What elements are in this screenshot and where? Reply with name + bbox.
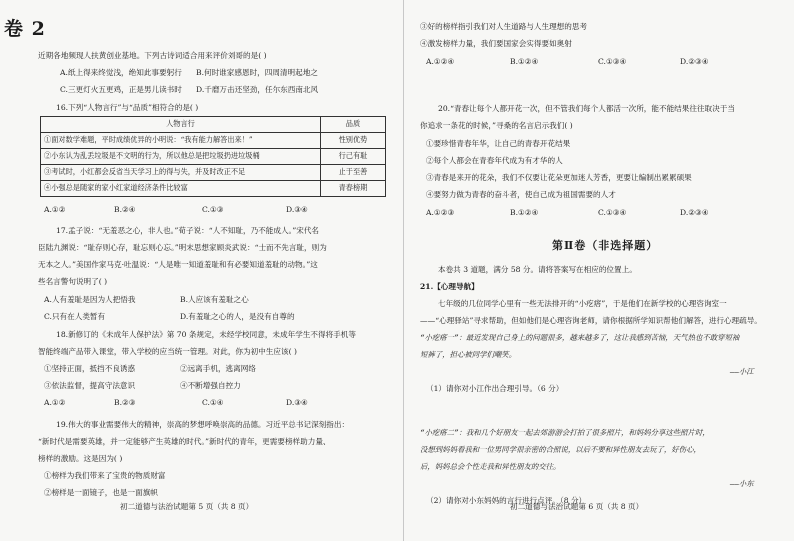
right-text-line: C.①③④ xyxy=(598,57,627,66)
left-text-line: 臣陆九渊说：“耻存则心存，耻忘则心忘。”明末思想家顾炎武说：“士而不先言耻，则为 xyxy=(38,243,327,252)
left-text-line: ④不断增强自控力 xyxy=(180,381,241,390)
left-text-line: A.①② xyxy=(44,398,66,407)
left-text-line: C.①③ xyxy=(202,205,224,214)
left-text-line: ②榜样是一面镜子，也是一面旗帜 xyxy=(44,488,158,497)
right-text-line: B.①②④ xyxy=(510,208,539,217)
right-text-line: D.②③④ xyxy=(680,208,709,217)
q16-header-deed: 人物言行 xyxy=(41,117,321,133)
q16-deed-cell: ①面对数学难题，平时成绩优异的小明说：“我有能力解答出来！” xyxy=(41,133,321,149)
right-text-line: 短裤了，担心被同学们嘲笑。 xyxy=(420,350,517,359)
q16-table xyxy=(40,116,386,197)
q16-deed-cell: ③考试时，小红都会反省当天学习上的得与失，并及时改正不足 xyxy=(41,165,321,181)
right-text-line: ——“心理驿站”寻求帮助，但如他们是心理咨询老师，请你根据所学知识帮他们解答，进行心理疏导。 xyxy=(420,316,762,325)
left-text-line: 18.新修订的《未成年人保护法》第 70 条规定，未经学校同意，未成年学生不得将手机等 xyxy=(56,330,356,339)
left-text-line: ①榜样为我们带来了宝贵的物质财富 xyxy=(44,471,166,480)
right-text-line: （1）请你对小江作出合理引导。（6 分） xyxy=(426,384,564,393)
left-text-line: D.③④ xyxy=(286,205,308,214)
right-text-line: ③好的榜样指引我们对人生道路与人生理想的思考 xyxy=(420,22,588,31)
right-text-line: C.①③④ xyxy=(598,208,627,217)
left-text-line: “新时代是需要英雄，并一定能够产生英雄的时代。”新时代的青年，更需要榜样助力量、 xyxy=(38,437,331,446)
left-text-line: A.人有羞耻是因为人把悟我 xyxy=(44,295,136,304)
right-text-line: ——小东 xyxy=(730,479,754,488)
right-text-line: ④要努力做为青春的奋斗者，使自己成为祖国需要的人才 xyxy=(426,190,616,199)
left-text-line: D.千磨万击还坚劲，任尔东西南北风 xyxy=(196,85,319,94)
right-text-line: ②每个人都会在青春年代成为有才华的人 xyxy=(426,156,563,165)
left-text-line: ①坚持正面，抵挡不良诱惑 xyxy=(44,364,136,373)
left-text-line: 无本之人。”美国作家马克·吐温说：“人是唯一知道羞耻和有必要知道羞耻的动物。”这 xyxy=(38,260,318,269)
left-text-line: B.人应该有羞耻之心 xyxy=(180,295,249,304)
left-text-line: D.有羞耻之心的人，是没有自尊的 xyxy=(180,312,295,321)
right-text-line: ④激发榜样力量，我们要国家会实得要如奥射 xyxy=(420,39,572,48)
right-text-line: B.①②④ xyxy=(510,57,539,66)
left-text-line: ②远离手机，逃离网络 xyxy=(180,364,256,373)
left-text-line: A.①② xyxy=(44,205,66,214)
q16-deed-cell: ④小强总是随家的家小红家道经济条件比较富 xyxy=(41,181,321,197)
right-text-line: ①要珍惜青春年华，让自己的青春开花结果 xyxy=(426,139,571,148)
page-divider xyxy=(403,0,404,541)
left-text-line: B.②④ xyxy=(114,205,136,214)
left-text-line: 17.孟子说：“无羞恶之心，非人也。”荀子说：“人不知耻，乃不能成人。”宋代名 xyxy=(56,226,320,235)
table-row xyxy=(41,165,386,181)
table-row xyxy=(41,181,386,197)
q16-trait-cell: 行己有耻 xyxy=(321,149,386,165)
left-text-line: 16.下列“人物言行”与“品质”相符合的是( ) xyxy=(56,103,199,112)
right-text-line: ③青春是来开的花朵，我们不仅要让花朵更加迷人芳香，更要让编制出累累硕果 xyxy=(426,173,692,182)
left-page-footer: 初二道德与法治试题第 5 页（共 8 页） xyxy=(120,502,254,511)
right-text-line: “小疙瘩一”：最近发现自己身上的问题很多，越来越多了，这让我感到苦恼，天气热也不敢穿短袖 xyxy=(420,333,740,342)
table-row xyxy=(41,133,386,149)
right-text-line: A.①②④ xyxy=(426,57,455,66)
right-text-line: ——小江 xyxy=(730,367,754,376)
left-text-line: D.③④ xyxy=(286,398,308,407)
q16-trait-cell: 止于至善 xyxy=(321,165,386,181)
right-text-line: 21.【心理导航】 xyxy=(420,282,479,291)
left-text-line: 19.伟大的事业需要伟大的精神，崇高的梦想呼唤崇高的品德。习近平总书记深刻指出： xyxy=(56,420,350,429)
right-text-line: D.②③④ xyxy=(680,57,709,66)
left-text-line: ③依法监督，提高守法意识 xyxy=(44,381,136,390)
q16-trait-cell: 青春榜期 xyxy=(321,181,386,197)
right-page-footer: 初二道德与法治试题第 6 页（共 8 页） xyxy=(510,502,644,511)
left-text-line: 近期各地频现人扶黄创业基地。下列古诗词适合用来评价刘哥的是( ) xyxy=(38,51,267,60)
section-title: 第Ⅱ卷（非选择题） xyxy=(552,239,659,252)
q16-table-header xyxy=(41,117,386,133)
q16-header-trait: 品质 xyxy=(321,117,386,133)
left-text-line: C.①④ xyxy=(202,398,224,407)
table-row xyxy=(41,149,386,165)
right-text-line: 后，妈妈总会个性走我和异性朋友的交往。 xyxy=(420,462,561,471)
right-text-line: “小疙瘩二”：我和几个好朋友一起去郊游游会打拍了很多照片，和妈妈分享这些照片时， xyxy=(420,428,710,437)
left-text-line: 榜样的激励。这是因为( ) xyxy=(38,454,123,463)
left-text-line: B.②③ xyxy=(114,398,136,407)
right-text-line: 20.“青春让每个人都开花一次，但不管我们每个人都活一次所，能不能结果往往取决于当 xyxy=(438,104,735,113)
right-text-line: 你追求一条花的时候，”寻桑的名言启示我们( ) xyxy=(420,121,573,130)
q16-deed-cell: ②小东认为乱丢垃圾是不文明的行为，所以他总是把垃圾扔进垃圾桶 xyxy=(41,149,321,165)
right-text-line: 没想到妈妈看我和一位男同学很亲密的合照说，以后不要和异性朋友去玩了，好伤心， xyxy=(420,445,701,454)
right-text-line: 本卷共 3 道题，满分 58 分。请将答案写在相应的位置上。 xyxy=(438,265,637,274)
left-text-line: A.纸上得来终觉浅，绝知此事要躬行 xyxy=(60,68,182,77)
left-text-line: C.只有在人类暂有 xyxy=(44,312,106,321)
left-text-line: 智能终端产品带入课堂，带入学校的应当统一管理。对此，你为初中生应该( ) xyxy=(38,347,297,356)
left-text-line: C.三更灯火五更鸡，正是男儿读书时 xyxy=(60,85,182,94)
left-text-line: 些名言警句说明了( ) xyxy=(38,277,108,286)
right-text-line: （2）请你对小东妈妈的言行进行点评。（8 分） xyxy=(426,496,587,505)
paper-corner-label: 卷 2 xyxy=(4,18,46,40)
right-text-line: A.①②③ xyxy=(426,208,455,217)
right-text-line: 七年级的几位同学心里有一些无法排开的“小疙瘩”，于是他们在新学校的心理咨询室一 xyxy=(438,299,727,308)
left-text-line: B.何时谁家感恩时，四周清明起地之 xyxy=(196,68,318,77)
q16-trait-cell: 性别优势 xyxy=(321,133,386,149)
